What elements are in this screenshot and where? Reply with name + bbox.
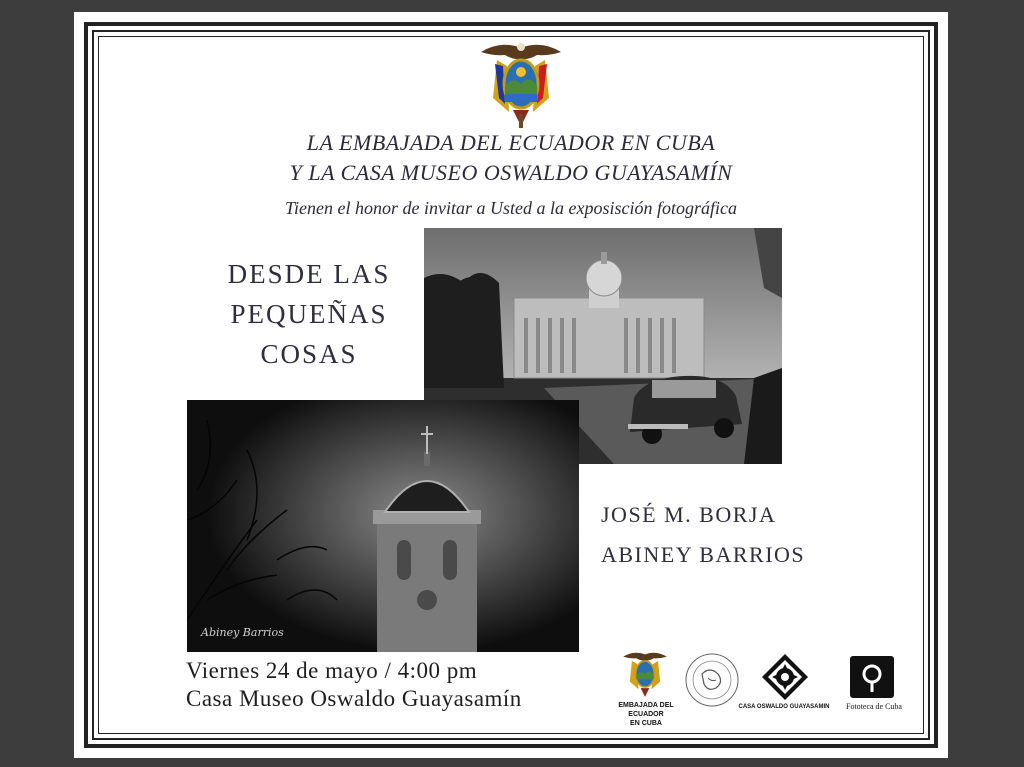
casa-guayasamin-logo-icon [762, 654, 808, 700]
church-dome-photo [187, 400, 579, 652]
embassy-logo [602, 649, 690, 727]
event-date-time: Viernes 24 de mayo / 4:00 pm [186, 658, 478, 683]
casa-guayasamin-caption: CASA OSWALDO GUAYASAMIN [738, 704, 830, 710]
photo-signature: Abiney Barrios [201, 626, 284, 639]
header-line-2: Y LA CASA MUSEO OSWALDO GUAYASAMÍN [289, 160, 733, 185]
ecuador-coat-of-arms-icon [622, 649, 668, 699]
embassy-caption-line-2: EN CUBA [630, 720, 662, 727]
exhibition-title-line-1: DESDE LAS [227, 259, 391, 289]
ecuador-coat-of-arms-icon [479, 38, 563, 130]
fototeca-caption: Fototeca de Cuba [846, 702, 902, 711]
artist-name-1: JOSÉ M. BORJA [601, 502, 777, 527]
fototeca-logo-icon [850, 656, 894, 698]
embassy-caption-line-1: EMBAJADA DEL ECUADOR [618, 702, 674, 718]
casa-guayasamin-logo [734, 654, 834, 714]
fototeca-logo [832, 656, 916, 714]
event-venue: Casa Museo Oswaldo Guayasamín [186, 686, 522, 711]
exhibition-title-line-2: PEQUEÑAS [230, 299, 388, 329]
invitation-line: Tienen el honor de invitar a Usted a la exposisción fotográfica [285, 198, 737, 218]
exhibition-title-line-3: COSAS [260, 339, 358, 369]
historian-seal-icon [684, 652, 740, 708]
exhibition-title [204, 254, 414, 374]
header-line-1: LA EMBAJADA DEL ECUADOR EN CUBA [306, 130, 716, 155]
artist-name-2: ABINEY BARRIOS [601, 542, 806, 567]
invitation-card [74, 12, 948, 758]
